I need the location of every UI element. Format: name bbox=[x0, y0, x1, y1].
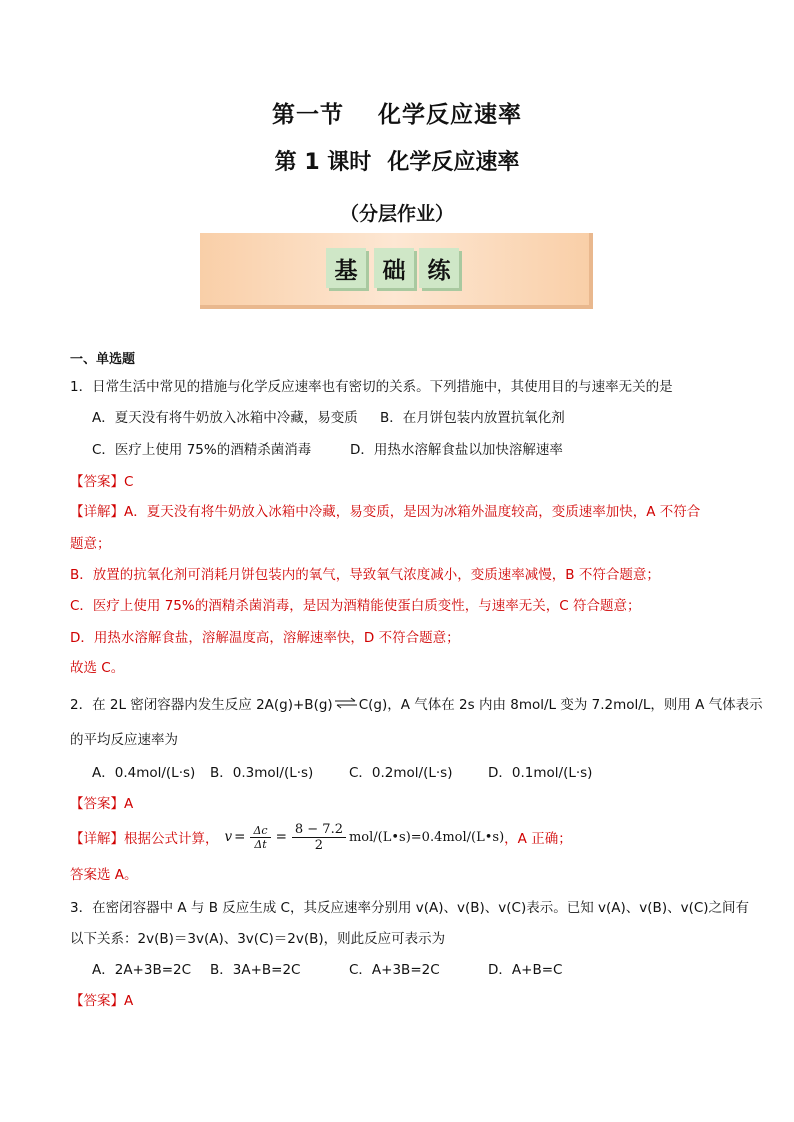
q3-option-a: A．2A+3B=2C bbox=[92, 962, 192, 978]
banner-char-3: 练 bbox=[419, 248, 459, 288]
answer-value: A bbox=[124, 993, 134, 1009]
q1-option-a: A．夏天没有将牛奶放入冰箱中冷藏，易变质 bbox=[92, 410, 358, 426]
detail-conclusion: ，A 正确； bbox=[504, 831, 572, 847]
basic-practice-banner bbox=[200, 233, 593, 309]
answer-value: C bbox=[124, 474, 134, 490]
detail-text: 根据公式计算， bbox=[124, 831, 219, 847]
q1-detail-line1b: 题意； bbox=[70, 536, 111, 552]
q1-option-d: D．用热水溶解食盐以加快溶解速率 bbox=[350, 442, 563, 458]
q2-option-d: D．0.1mol/(L·s) bbox=[488, 765, 593, 781]
q1-detail-line2: B．放置的抗氧化剂可消耗月饼包装内的氧气，导致氧气浓度减小，变质速率减慢，B 不符合题意； bbox=[70, 567, 660, 583]
homework-note: （分层作业） bbox=[339, 203, 454, 225]
banner-char-2: 础 bbox=[374, 248, 414, 288]
subtitle-part2: 化学反应速率 bbox=[387, 150, 520, 175]
section-heading: 一、单选题 bbox=[70, 352, 136, 367]
subtitle-part1: 第 1 课时 bbox=[274, 150, 372, 175]
q1-stem: 1．日常生活中常见的措施与化学反应速率也有密切的关系。下列措施中，其使用目的与速率无关的是 bbox=[70, 379, 673, 395]
q2-option-a: A．0.4mol/(L·s) bbox=[92, 765, 196, 781]
q1-detail-line1 bbox=[70, 500, 700, 520]
q1-detail-line4: D．用热水溶解食盐，溶解温度高，溶解速率快，D 不符合题意； bbox=[70, 630, 460, 646]
formula-value-fraction bbox=[292, 822, 346, 853]
page-subtitle bbox=[0, 145, 794, 176]
q1-detail-line3: C．医疗上使用 75%的酒精杀菌消毒，是因为酒精能使蛋白质变性，与速率无关，C 符合题意； bbox=[70, 598, 641, 614]
title-part2: 化学反应速率 bbox=[378, 102, 522, 128]
q2-answer bbox=[70, 792, 133, 812]
answer-label: 【答案】 bbox=[70, 796, 124, 812]
q2-detail-line2: 答案选 A。 bbox=[70, 867, 138, 883]
detail-label: 【详解】 bbox=[70, 504, 124, 520]
q3-answer bbox=[70, 989, 133, 1009]
detail-label: 【详解】 bbox=[70, 831, 124, 847]
q2-stem-line1 bbox=[70, 693, 763, 713]
title-part1: 第一节 bbox=[272, 102, 344, 128]
q3-stem-line1: 3．在密闭容器中 A 与 B 反应生成 C，其反应速率分别用 v(A)、v(B)、v(C)表示。已知 v(A)、v(B)、v(C)之间有 bbox=[70, 900, 750, 916]
formula-denominator: 2 bbox=[314, 837, 324, 853]
formula-v: v bbox=[224, 829, 233, 845]
q3-option-c: C．A+3B=2C bbox=[349, 962, 440, 978]
q2-stem-line2: 的平均反应速率为 bbox=[70, 732, 178, 748]
equilibrium-arrow-icon bbox=[333, 697, 359, 713]
q1-option-c: C．医疗上使用 75%的酒精杀菌消毒 bbox=[92, 442, 312, 458]
q1-option-b: B．在月饼包装内放置抗氧化剂 bbox=[380, 410, 565, 426]
q2-option-c: C．0.2mol/(L·s) bbox=[349, 765, 453, 781]
banner-char-1: 基 bbox=[326, 248, 366, 288]
q3-option-b: B．3A+B=2C bbox=[210, 962, 301, 978]
q3-option-d: D．A+B=C bbox=[488, 962, 563, 978]
formula-dc: Δc bbox=[250, 824, 270, 838]
page-title bbox=[0, 96, 794, 129]
formula-rate-fraction bbox=[250, 824, 270, 851]
q2-detail-line1: 【详解】 根据公式计算， v = $\frac{\Delta c}{\Delta t}$ = $\frac{8 - 7.2}{2}$ mol/(L•s)=0.4mol/(L•s) ，A 正确； bbox=[70, 821, 572, 853]
q1-answer bbox=[70, 470, 133, 490]
answer-label: 【答案】 bbox=[70, 993, 124, 1009]
q2-stem-part1: 2．在 2L 密闭容器内发生反应 2A(g)+B(g) bbox=[70, 697, 333, 713]
q2-stem-part2: C(g)，A 气体在 2s 内由 8mol/L 变为 7.2mol/L，则用 A 气体表示 bbox=[358, 697, 763, 713]
q2-option-b: B．0.3mol/(L·s) bbox=[210, 765, 314, 781]
formula-result: mol/(L•s)=0.4mol/(L•s) bbox=[348, 829, 505, 845]
detail-text: A．夏天没有将牛奶放入冰箱中冷藏，易变质，是因为冰箱外温度较高，变质速率加快，A 不符合 bbox=[124, 504, 701, 520]
answer-label: 【答案】 bbox=[70, 474, 124, 490]
formula-numerator: 8 − 7.2 bbox=[292, 822, 346, 838]
answer-value: A bbox=[124, 796, 134, 812]
q1-detail-line5: 故选 C。 bbox=[70, 660, 125, 676]
formula-dt: Δt bbox=[254, 837, 267, 851]
q3-stem-line2: 以下关系：2v(B)＝3v(A)、3v(C)＝2v(B)，则此反应可表示为 bbox=[70, 931, 446, 947]
